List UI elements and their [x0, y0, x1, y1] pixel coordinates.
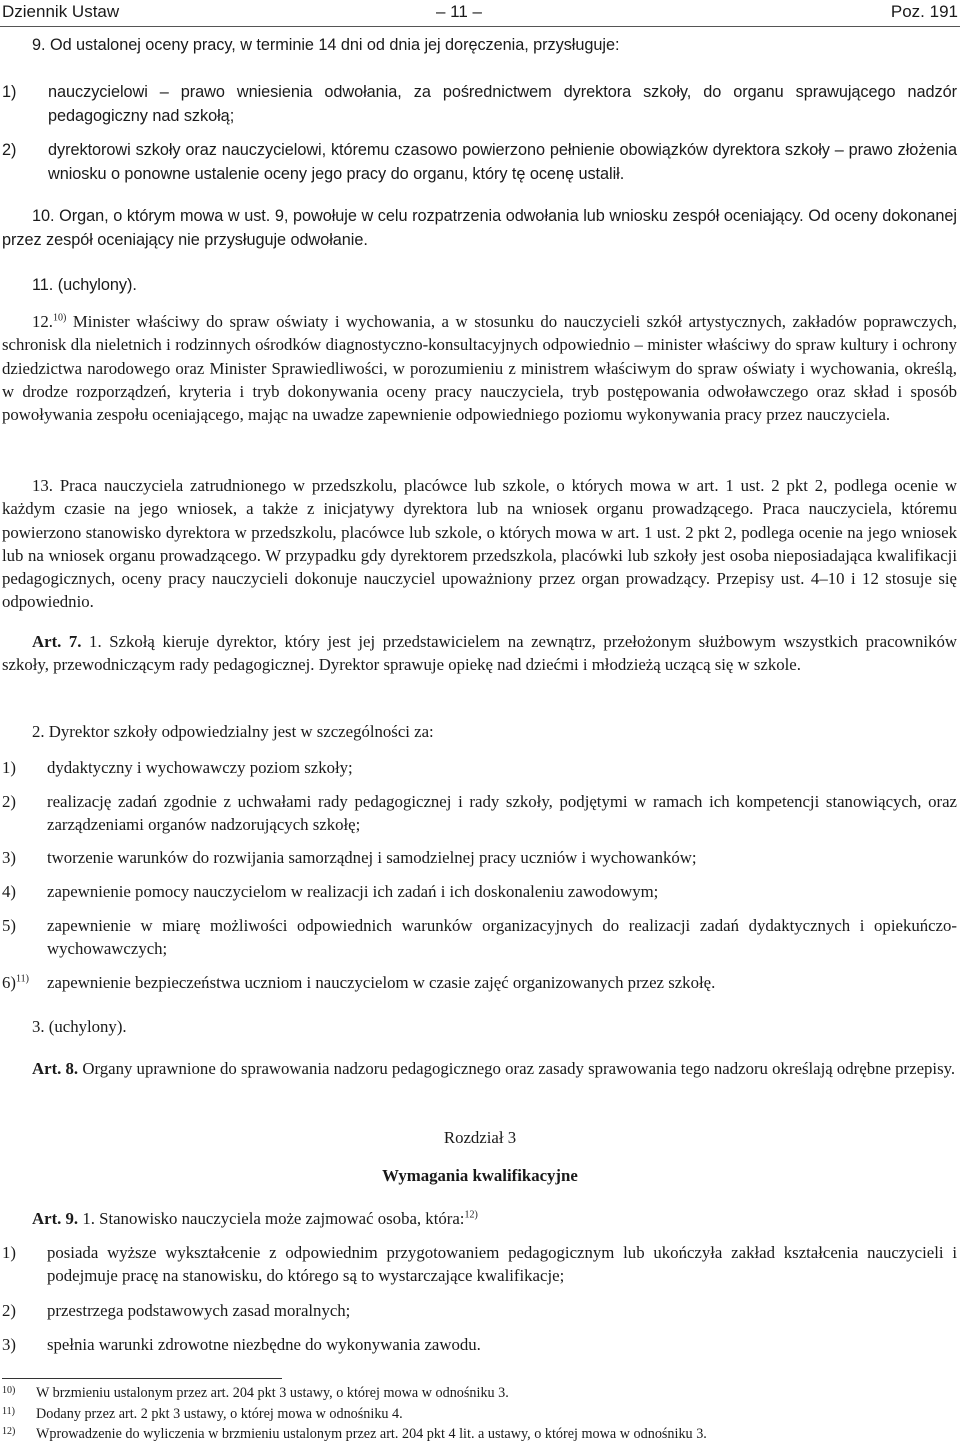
item-text: spełnia warunki zdrowotne niezbędne do wykonywania zawodu.: [47, 1335, 481, 1354]
footnote-ref-10[interactable]: 10): [52, 312, 67, 324]
paragraph-10: 10. Organ, o którym mowa w ust. 9, powołuje w celu rozpatrzenia odwołania lub wniosku zespół oceniający. Od oceny dokonanej przez zespół oceniający nie przysługuje odwołanie.: [2, 207, 957, 249]
chapter-label: Rozdział 3: [443, 1128, 517, 1147]
article-label: Art. 7.: [32, 632, 82, 651]
paragraph-text: Minister właściwy do spraw oświaty i wychowania, a w stosunku do nauczycieli szkół artystycznych, zakładów poprawczych, schronisk dla nieletnich i rodzinnych ośrodków diagnostyczno-konsultacyjnych odpowiednio – minister właściwy do spraw kultury i ochrony dziedzictwa narodowego oraz Minister Sprawiedliwości, w porozumieniu z ministrem właściwym do spraw oświaty i wychowania, określą, w drodze rozporządzeń, kryteria i tryb dokonywania oceny pracy nauczyciela, tryb postępowania odwoławczego oraz skład i sposób powoływania zespołu oceniającego, mając na uwadze zapewnienie odpowiedniego poziomu wykonywania pracy przez nauczyciela.: [2, 312, 957, 425]
journal-title: Dziennik Ustaw: [2, 2, 120, 21]
article-7-item-4: [2, 880, 957, 904]
paragraph-13: 13. Praca nauczyciela zatrudnionego w przedszkolu, placówce lub szkole, o których mowa w art. 1 ust. 2 pkt 2, podlega ocenie w każdym czasie na jego wniosek, a także z inicjatywy dyrektora lub na wniosek organu prowadzącego. Praca nauczyciela, któremu powierzono stanowisko dyrektora w przedszkolu, placówce lub szkole, o których mowa w art. 1 ust. 2 pkt 2, podlega ocenie na jego wniosek lub na wniosek organu prowadzącego. W przypadku gdy dyrektorem przedszkola, placówki lub szkoły jest osoba nieposiadająca kwalifikacji pedagogicznych, oceny pracy nauczycieli dokonuje nauczyciel upoważniony przez organ prowadzący. Przepisy ust. 4–10 i 12 stosuje się odpowiednio.: [2, 476, 957, 612]
footnote-ref-12[interactable]: 12): [464, 1209, 478, 1221]
article-7-paragraph-2: 2. Dyrektor szkoły odpowiedzialny jest w szczególności za:: [32, 722, 434, 741]
item-text: zapewnienie bezpieczeństwa uczniom i nauczycielom w czasie zajęć organizowanych przez szkołę.: [47, 973, 716, 992]
item-number: 5): [2, 916, 16, 935]
article-7-item-1: [2, 756, 957, 780]
item-number: 3): [2, 1335, 16, 1354]
item-text: zapewnienie pomocy nauczycielom w realizacji ich zadań i ich doskonaleniu zawodowym;: [47, 882, 659, 901]
paragraph-9-item-2: [2, 139, 957, 187]
article-label: Art. 9.: [32, 1209, 79, 1228]
paragraph-text: 1. Szkołą kieruje dyrektor, który jest jej przedstawicielem na zewnątrz, przełożonym służbowym wszystkich pracowników szkoły, przewodniczącym rady pedagogicznej. Dyrektor sprawuje opiekę nad dziećmi i młodzieżą uczącą się w szkole.: [2, 632, 957, 675]
item-text: posiada wyższe wykształcenie z odpowiednim przygotowaniem pedagogicznym lub ukończyła zakład kształcenia nauczycieli i podejmuje pracę na stanowisku, do którego są to wystarczające kwalifikacje;: [47, 1243, 957, 1286]
article-9-item-2: [2, 1299, 957, 1323]
article-7-item-3: [2, 846, 957, 870]
item-text: dyrektorowi szkoły oraz nauczycielowi, któremu czasowo powierzono pełnienie obowiązków dyrektora szkoły – prawo złożenia wniosku o ponowne ustalenie oceny jego pracy do organu, który tę ocenę ustalił.: [48, 141, 957, 183]
item-number: 3): [2, 848, 16, 867]
item-text: przestrzega podstawowych zasad moralnych;: [47, 1301, 351, 1320]
article-label: Art. 8.: [32, 1059, 79, 1078]
paragraph-9-item-1: [2, 81, 957, 129]
footnote-text: Dodany przez art. 2 pkt 3 ustawy, o której mowa w odnośniku 4.: [36, 1406, 403, 1422]
item-number: 1): [2, 83, 17, 101]
item-number: 2): [2, 792, 16, 811]
item-number: 6)$^{11)}$: [2, 973, 29, 992]
position-number: Poz. 191: [890, 2, 958, 21]
footnote-text: Wprowadzenie do wyliczenia w brzmieniu ustalonym przez art. 204 pkt 4 lit. a ustawy, o której mowa w odnośniku 3.: [36, 1426, 707, 1442]
item-number: 2): [2, 141, 17, 159]
footnote-mark: 12): [2, 1426, 16, 1437]
page-header: [0, 0, 960, 27]
article-8: [2, 1057, 957, 1080]
article-7-item-6: [2, 971, 957, 995]
item-text: tworzenie warunków do rozwijania samorządnej i samodzielnej pracy uczniów i wychowanków;: [47, 848, 697, 867]
footnote-text: W brzmieniu ustalonym przez art. 204 pkt 3 ustawy, o której mowa w odnośniku 3.: [36, 1385, 509, 1401]
article-7-paragraph-3: 3. (uchylony).: [32, 1017, 127, 1036]
footnote-divider: [2, 1378, 282, 1379]
article-9-item-1: [2, 1241, 957, 1289]
item-text: nauczycielowi – prawo wniesienia odwołania, za pośrednictwem dyrektora szkoły, do organu sprawującego nadzór pedagogiczny nad szkołą;: [48, 83, 957, 125]
item-number: 1): [2, 1243, 16, 1262]
chapter-title: Wymagania kwalifikacyjne: [382, 1166, 578, 1185]
paragraph-9-intro: 9. Od ustalonej oceny pracy, w terminie 14 dni od dnia jej doręczenia, przysługuje:: [32, 36, 620, 54]
paragraph-12: [2, 310, 957, 426]
article-7-item-5: [2, 914, 957, 962]
article-7-paragraph-1: [2, 630, 957, 677]
item-text: realizację zadań zgodnie z uchwałami rady pedagogicznej i rady szkoły, podjętymi w ramach ich kompetencji stanowiących, oraz zarządzeniami organów nadzorujących szkołę;: [47, 792, 957, 835]
item-number: 4): [2, 882, 16, 901]
paragraph-11: 11. (uchylony).: [32, 276, 137, 294]
article-text: Organy uprawnione do sprawowania nadzoru pedagogicznego oraz zasady sprawowania tego nadzoru określają odrębne przepisy.: [78, 1059, 956, 1078]
item-number: 1): [2, 758, 16, 777]
article-7-item-2: [2, 790, 957, 838]
article-9-intro: [2, 1207, 957, 1230]
article-text: 1. Stanowisko nauczyciela może zajmować osoba, która:: [78, 1209, 465, 1228]
page-number: – 11 –: [436, 2, 483, 21]
item-number: 2): [2, 1301, 16, 1320]
footnote-mark: 10): [2, 1385, 16, 1396]
item-text: zapewnienie w miarę możliwości odpowiednich warunków organizacyjnych do realizacji zadań dydaktycznych i opiekuńczo-wychowawczych;: [47, 916, 957, 959]
paragraph-number: 12.: [32, 312, 53, 331]
article-9-item-3: [2, 1333, 957, 1357]
footnote-ref-11[interactable]: 11): [15, 973, 29, 985]
item-text: dydaktyczny i wychowawczy poziom szkoły;: [47, 758, 353, 777]
footnote-mark: 11): [2, 1406, 15, 1417]
